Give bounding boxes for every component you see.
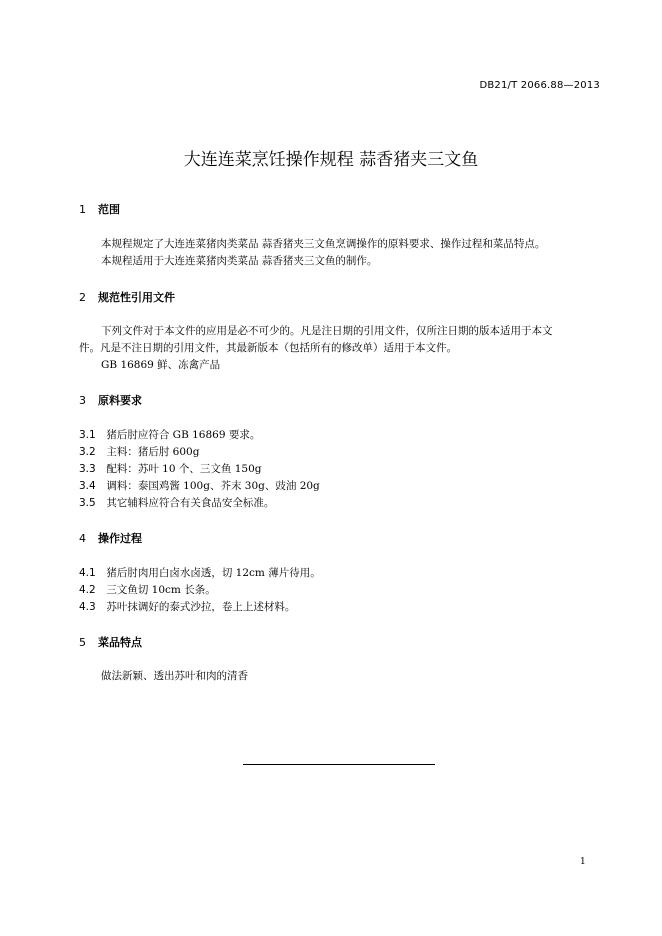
item-number: 3.5 (79, 497, 96, 509)
section-number: 3 (79, 394, 86, 407)
item-text: 配料：苏叶 10 个、三文鱼 150g (106, 463, 262, 475)
paragraph: 件。凡是不注日期的引用文件，其最新版本（包括所有的修改单）适用于本文件。 (79, 342, 457, 354)
item-text: 主料：猪后肘 600g (106, 446, 200, 458)
list-item (79, 461, 261, 476)
section-number: 2 (79, 291, 86, 304)
section-title: 范围 (98, 203, 120, 216)
section-number: 5 (79, 636, 86, 649)
list-item (79, 495, 274, 510)
item-number: 4.2 (79, 584, 96, 596)
item-number: 4.3 (79, 601, 96, 613)
section-2-heading (79, 289, 175, 305)
page-title: 大连连菜烹饪操作规程 蒜香猪夹三文鱼 (183, 150, 479, 170)
section-title: 菜品特点 (98, 636, 142, 649)
section-1-heading (79, 201, 120, 217)
end-rule (243, 764, 435, 765)
item-number: 3.3 (79, 463, 96, 475)
section-number: 1 (79, 203, 86, 216)
normative-reference: GB 16869 鲜、冻禽产品 (101, 359, 221, 371)
section-3-heading (79, 392, 142, 408)
item-number: 3.2 (79, 446, 96, 458)
item-text: 猪后肘肉用白卤水卤透，切 12cm 薄片待用。 (106, 567, 321, 579)
item-number: 3.4 (79, 480, 96, 492)
paragraph: 下列文件对于本文件的应用是必不可少的。凡是注日期的引用文件，仅所注日期的版本适用于本文 (101, 325, 553, 337)
item-text: 其它辅料应符合有关食品安全标准。 (106, 497, 275, 509)
item-number: 3.1 (79, 429, 96, 441)
paragraph: 本规程规定了大连连菜猪肉类菜品 蒜香猪夹三文鱼烹调操作的原料要求、操作过程和菜品特点。 (101, 238, 546, 250)
item-text: 调料：泰国鸡酱 100g、芥末 30g、豉油 20g (106, 480, 320, 492)
section-title: 规范性引用文件 (98, 291, 175, 304)
item-text: 三文鱼切 10cm 长条。 (106, 584, 216, 596)
list-item (79, 565, 321, 580)
section-title: 原料要求 (98, 394, 142, 407)
document-id: DB21/T 2066.88—2013 (479, 80, 600, 91)
list-item (79, 478, 320, 493)
item-text: 猪后肘应符合 GB 16869 要求。 (106, 429, 261, 441)
section-4-heading (79, 530, 142, 546)
list-item (79, 444, 199, 459)
section-number: 4 (79, 532, 86, 545)
list-item (79, 582, 216, 597)
section-5-heading (79, 634, 142, 650)
section-title: 操作过程 (98, 532, 142, 545)
page-number: 1 (580, 857, 586, 867)
item-number: 4.1 (79, 567, 96, 579)
paragraph: 做法新颖、透出苏叶和肉的清香 (101, 670, 248, 682)
list-item (79, 427, 260, 442)
paragraph: 本规程适用于大连连菜猪肉类菜品 蒜香猪夹三文鱼的制作。 (101, 255, 378, 267)
item-text: 苏叶抹调好的泰式沙拉，卷上上述材料。 (106, 601, 296, 613)
list-item (79, 599, 295, 614)
